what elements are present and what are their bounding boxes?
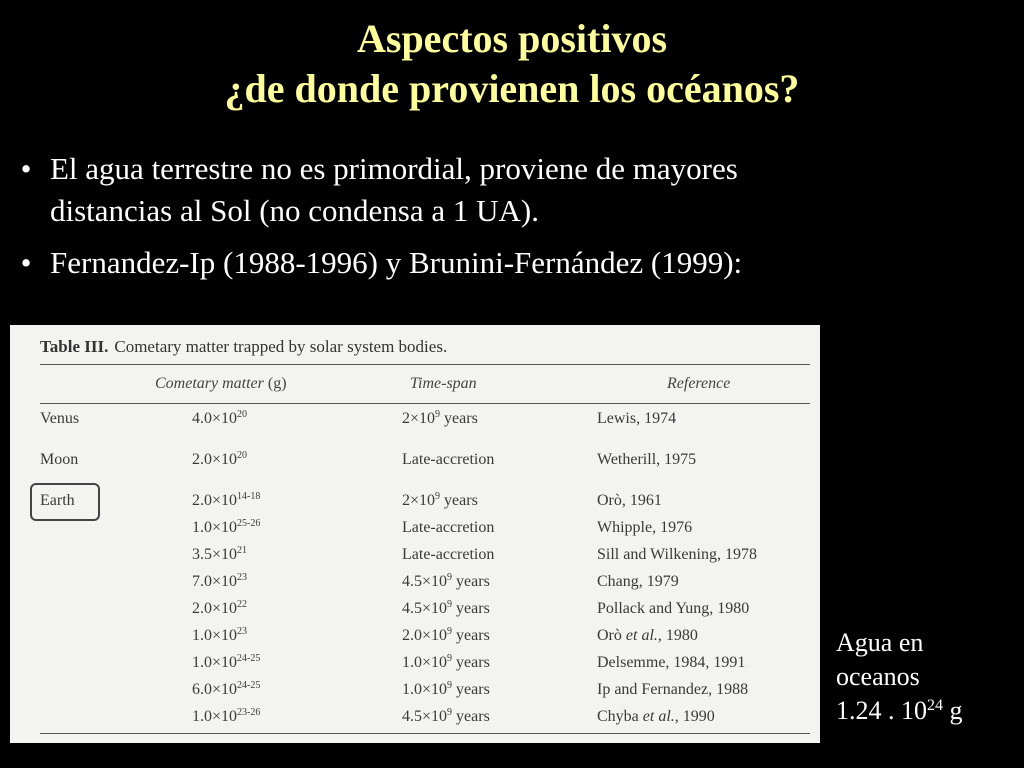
table-cell-matter: $1.0\times 10^{24-25}$ bbox=[192, 653, 261, 671]
table-cell-timespan: $1.0\times 10^9$ years bbox=[402, 653, 490, 671]
table-cell-reference: Delsemme, 1984, 1991 bbox=[597, 654, 746, 671]
ocean-water-note bbox=[836, 626, 963, 728]
table-top-rule bbox=[40, 364, 810, 365]
bullet-text: Fernandez-Ip (1988-1996) y Brunini-Fernández (1999): bbox=[50, 245, 743, 280]
table-cell-matter: $1.0\times 10^{23}$ bbox=[192, 626, 248, 644]
bullet-dot: • bbox=[20, 151, 32, 186]
table-cell-reference: Ip and Fernandez, 1988 bbox=[597, 681, 749, 698]
table-cell-matter: $2.0\times 10^{20}$ bbox=[192, 450, 248, 468]
table-cell-timespan: $1.0\times 10^9$ years bbox=[402, 680, 490, 698]
column-header-reference: Reference bbox=[667, 375, 731, 392]
table-cell-matter: $4.0\times 10^{20}$ bbox=[192, 409, 248, 427]
table-caption bbox=[40, 337, 447, 357]
column-header-matter: Cometary matter (g) bbox=[155, 375, 287, 392]
table-cell-reference: Chang, 1979 bbox=[597, 573, 679, 590]
table-cell-reference: Orò, 1961 bbox=[597, 492, 662, 509]
header-rule bbox=[40, 403, 810, 404]
bullet-text: El agua terrestre no es primordial, proviene de mayores bbox=[50, 151, 738, 186]
note-line-1: Agua en bbox=[836, 628, 924, 657]
table-cell-matter: $1.0\times 10^{23-26}$ bbox=[192, 707, 261, 725]
table-cell-body: Moon bbox=[40, 451, 79, 468]
title-line-1: Aspectos positivos bbox=[356, 16, 668, 61]
table-number: Table III. bbox=[40, 337, 109, 356]
table-cell-timespan: Late-accretion bbox=[402, 546, 495, 563]
table-cell-matter: $2.0\times 10^{14-18}$ bbox=[192, 491, 261, 509]
table-cell-timespan: Late-accretion bbox=[402, 519, 495, 536]
table-cell-reference: Orò et al., 1980 bbox=[597, 627, 698, 644]
slide-title bbox=[0, 14, 1024, 114]
table-cell-matter: $3.5\times 10^{21}$ bbox=[192, 545, 248, 563]
table-cell-matter: $2.0\times 10^{22}$ bbox=[192, 599, 248, 617]
table-cell-reference: Wetherill, 1975 bbox=[597, 451, 697, 468]
table-cell-body: Venus bbox=[40, 410, 80, 427]
table-cell-reference: Chyba et al., 1990 bbox=[597, 708, 715, 725]
table-cell-timespan: $4.5\times 10^9$ years bbox=[402, 572, 490, 590]
bullet-item bbox=[14, 148, 1014, 232]
scanned-table-image bbox=[10, 325, 820, 743]
table-cell-timespan: $4.5\times 10^9$ years bbox=[402, 599, 490, 617]
table-cell-matter: $7.0\times 10^{23}$ bbox=[192, 572, 248, 590]
table-cell-timespan: $2.0\times 10^9$ years bbox=[402, 626, 490, 644]
table-cell-timespan: $4.5\times 10^9$ years bbox=[402, 707, 490, 725]
table-cell-reference: Lewis, 1974 bbox=[597, 410, 677, 427]
table-cell-body: Earth bbox=[40, 492, 75, 509]
column-header-timespan: Time-span bbox=[410, 375, 477, 392]
title-line-2: ¿de donde provienen los océanos? bbox=[224, 66, 800, 111]
table-cell-timespan: Late-accretion bbox=[402, 451, 495, 468]
table-cell-reference: Pollack and Yung, 1980 bbox=[597, 600, 750, 617]
bullet-text: distancias al Sol (no condensa a 1 UA). bbox=[50, 193, 539, 228]
table-cell-timespan: $2\times 10^9$ years bbox=[402, 491, 478, 509]
table-cell-reference: Sill and Wilkening, 1978 bbox=[597, 546, 757, 563]
bullet-dot: • bbox=[20, 245, 32, 280]
note-value: 1.24 . $10^{24}$ g bbox=[836, 696, 963, 725]
table-caption-text: Cometary matter trapped by solar system bodies. bbox=[114, 337, 448, 356]
note-exponent: 24 bbox=[927, 697, 943, 714]
table-bottom-rule bbox=[40, 733, 810, 734]
table-cell-matter: $6.0\times 10^{24-25}$ bbox=[192, 680, 261, 698]
note-line-2: oceanos bbox=[836, 662, 920, 691]
bullet-item bbox=[14, 242, 1014, 284]
table-cell-reference: Whipple, 1976 bbox=[597, 519, 693, 536]
bullet-list bbox=[14, 148, 1014, 284]
table-cell-timespan: $2\times 10^9$ years bbox=[402, 409, 478, 427]
earth-highlight-box bbox=[30, 483, 100, 521]
table-cell-matter: $1.0\times 10^{25-26}$ bbox=[192, 518, 261, 536]
